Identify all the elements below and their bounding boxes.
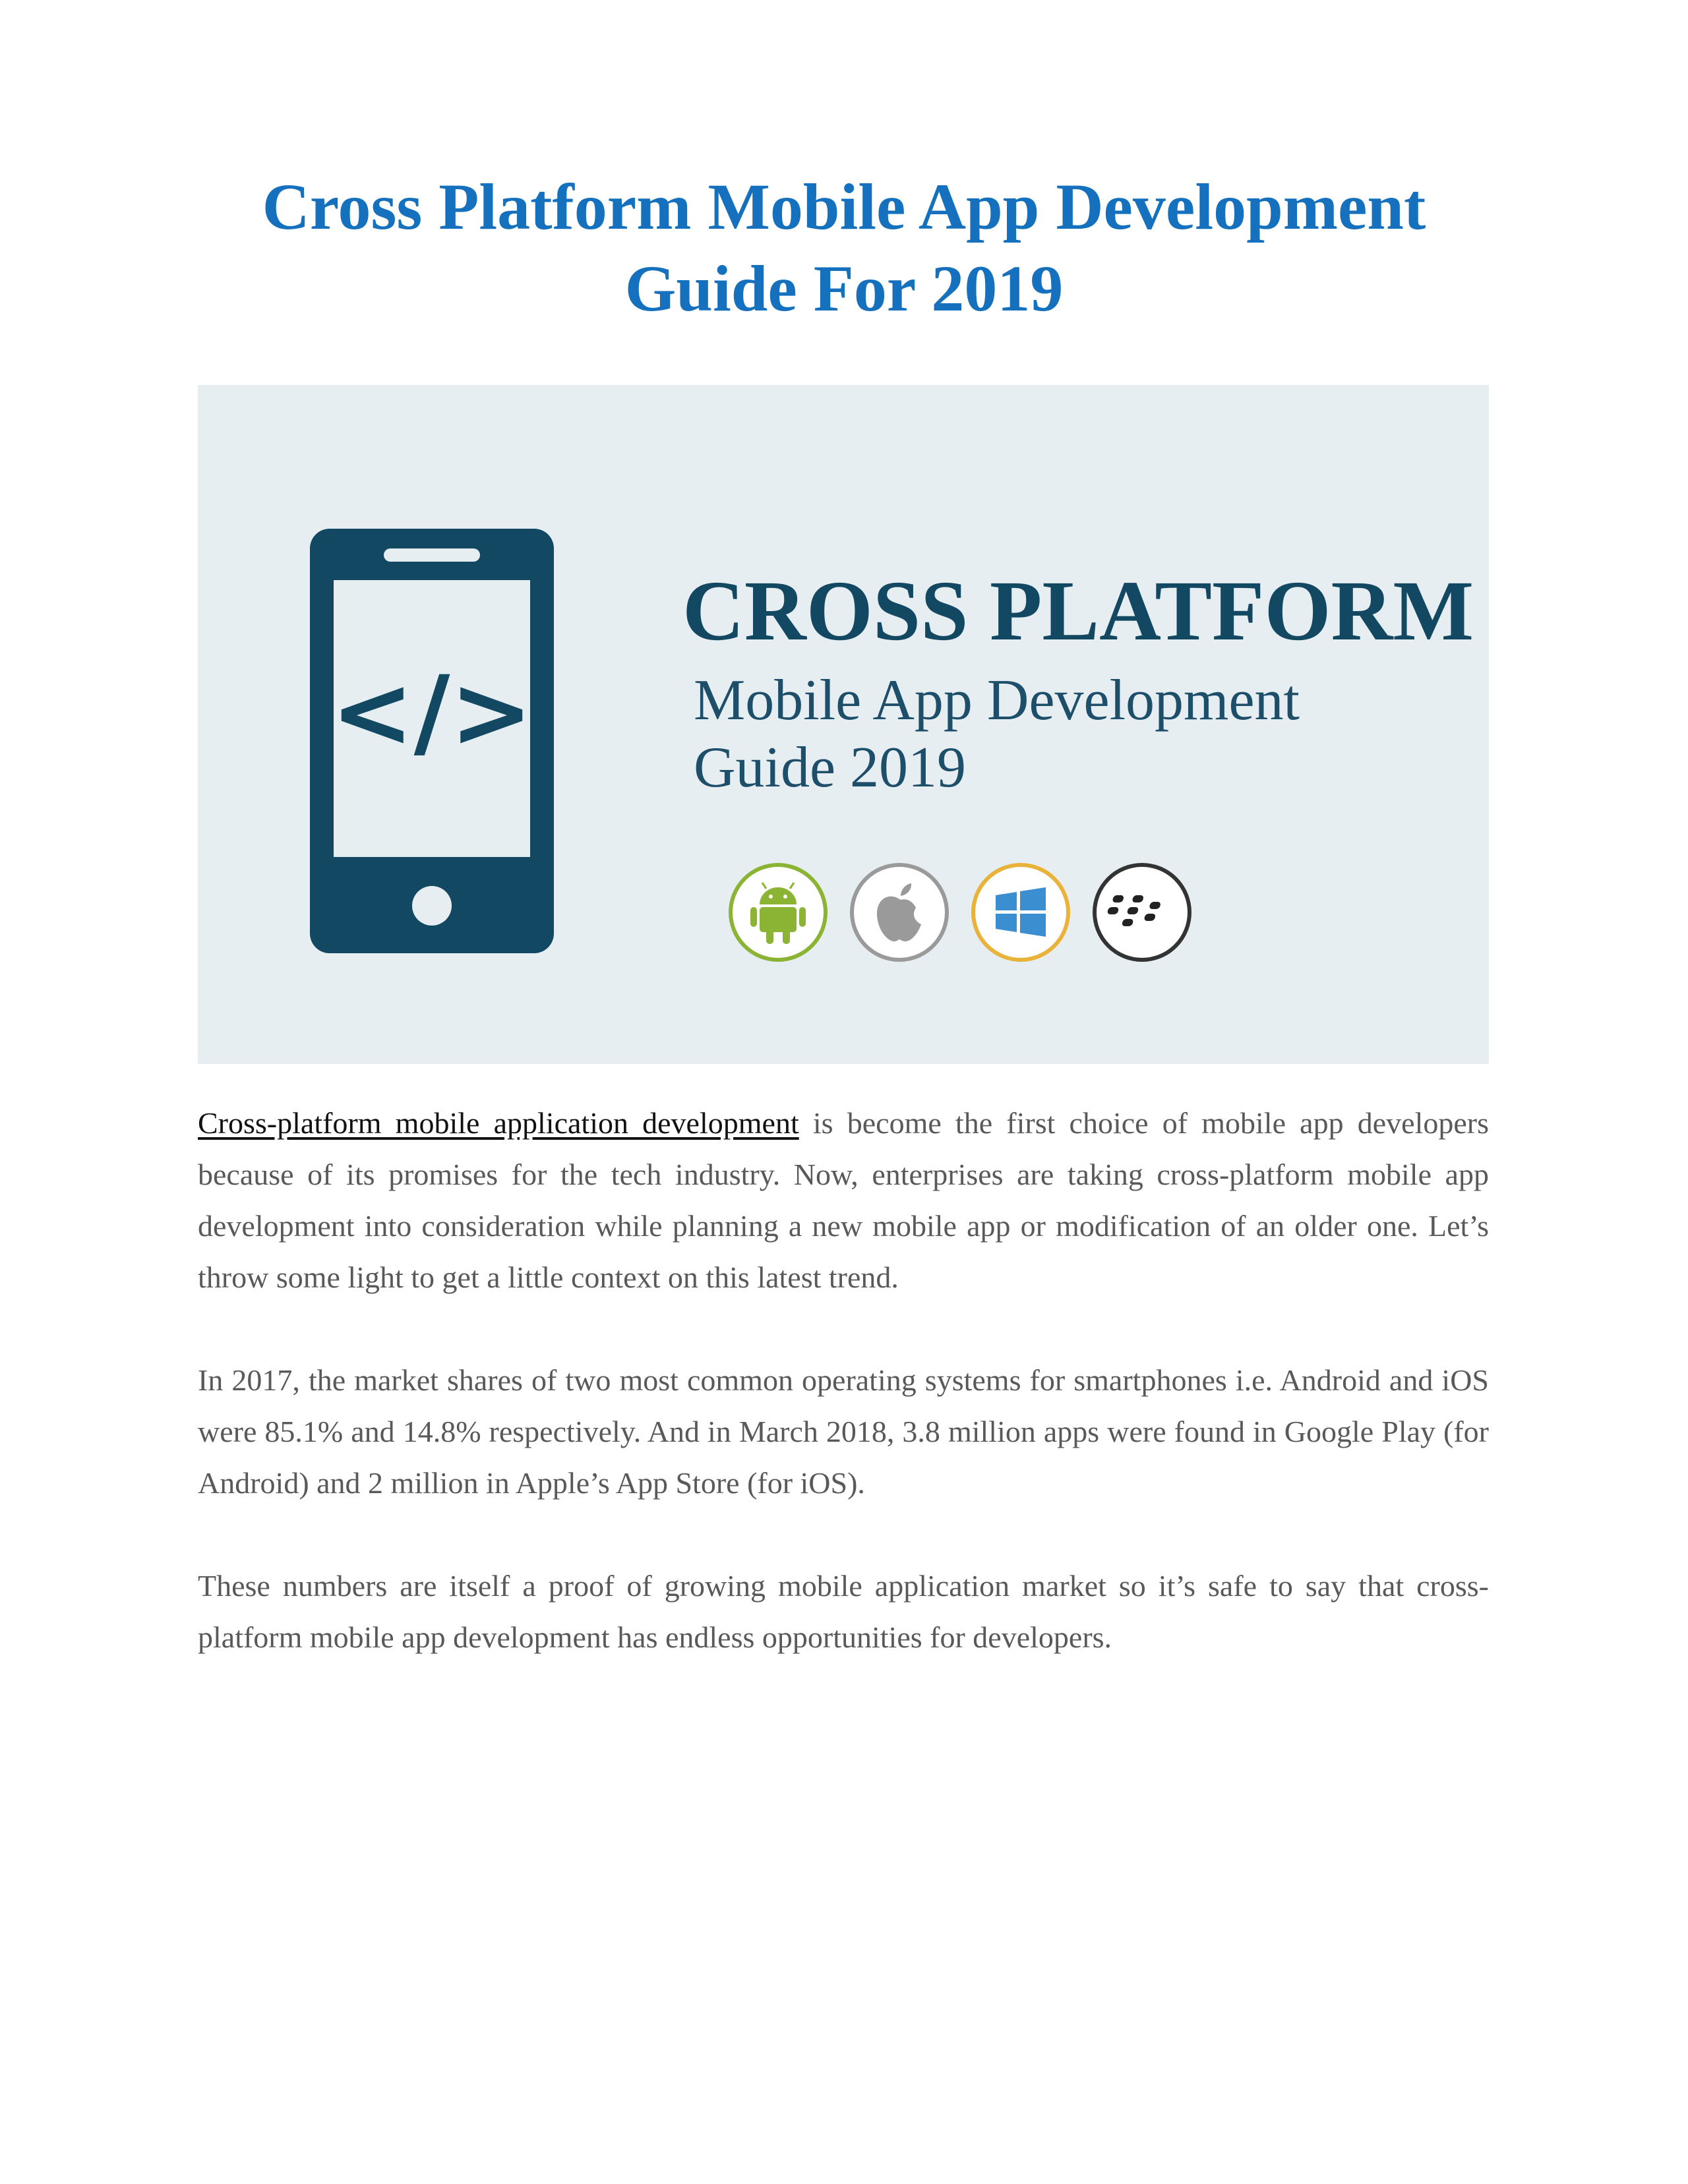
code-symbol: </> [330, 655, 533, 770]
banner-heading: CROSS PLATFORM [682, 564, 1474, 659]
platform-icons [727, 861, 1193, 965]
page-title-line-1: Cross Platform Mobile App Development [262, 170, 1426, 243]
apple-icon [848, 861, 951, 964]
smartphone-icon [310, 529, 554, 953]
article-body [198, 1098, 1489, 1715]
paragraph-intro [198, 1098, 1489, 1303]
banner-subtitle-line-1: Mobile App Development [694, 668, 1300, 732]
banner-subtitle [694, 667, 1300, 802]
paragraph-intro-text: is become the first choice of mobile app developers because of its promises for the tech industry. Now, enterprises are taking cross-platform mobile app development into consideration while planning a new mobile app or modification of an older one. Let’s throw some light to get a little context on this latest trend. [198, 1106, 1489, 1294]
android-icon [727, 861, 829, 964]
blackberry-icon [1091, 861, 1193, 964]
hero-banner [198, 385, 1489, 1064]
page-title [198, 166, 1490, 330]
page-title-line-2: Guide For 2019 [624, 252, 1064, 325]
windows-icon [969, 861, 1072, 964]
paragraph-opportunities: These numbers are itself a proof of growing mobile application market so it’s safe to say that cross-platform mobile app development has endless opportunities for developers. [198, 1569, 1489, 1654]
banner-subtitle-line-2: Guide 2019 [694, 736, 967, 800]
cross-platform-link[interactable]: Cross-platform mobile application development [198, 1106, 799, 1140]
paragraph-market-share: In 2017, the market shares of two most common operating systems for smartphones i.e. Android and iOS were 85.1% and 14.8% respectively. And in March 2018, 3.8 million apps were found in Google Play (for Android) and 2 million in Apple’s App Store (for iOS). [198, 1363, 1489, 1500]
